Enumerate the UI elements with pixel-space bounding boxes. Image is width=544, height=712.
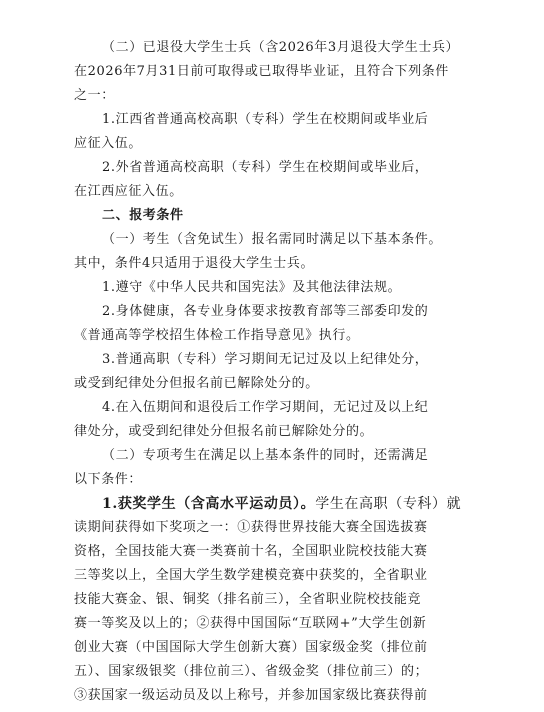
paragraph-line: 读期间获得如下奖项之一：①获得世界技能大赛全国选拔赛 bbox=[74, 520, 428, 535]
paragraph-line: 其中，条件4只适用于退役大学生士兵。 bbox=[74, 256, 315, 271]
paragraph-line: （二）已退役大学生士兵（含2026年3月退役大学生士兵） bbox=[102, 40, 460, 55]
paragraph-line: 1.遵守《中华人民共和国宪法》及其他法律法规。 bbox=[102, 280, 402, 295]
paragraph-line: 1.江西省普通高校高职（专科）学生在校期间或毕业后 bbox=[102, 112, 429, 127]
paragraph-line: 2.身体健康，各专业身体要求按教育部等三部委印发的 bbox=[102, 304, 429, 319]
paragraph-line: （一）考生（含免试生）报名需同时满足以下基本条件。 bbox=[102, 232, 443, 247]
paragraph-line: 在江西应征入伍。 bbox=[74, 184, 183, 199]
paragraph-line: 技能大赛金、银、铜奖（排名前三），全省职业院校技能竞 bbox=[74, 592, 422, 607]
paragraph-line: 之一： bbox=[74, 88, 115, 103]
paragraph-line: 五）、国家级银奖（排位前三）、省级金奖（排位前三）的； bbox=[74, 664, 429, 679]
paragraph-line: 在2026年7月31日前可取得或已取得毕业证，且符合下列条件 bbox=[74, 64, 449, 79]
paragraph-line: 资格，全国技能大赛一类赛前十名，全国职业院校技能大赛 bbox=[74, 544, 428, 559]
paragraph-line: 三等奖以上，全国大学生数学建模竞赛中获奖的，全省职业 bbox=[74, 568, 428, 583]
paragraph-line: 《普通高等学校招生体检工作指导意见》执行。 bbox=[74, 328, 360, 343]
paragraph-line: 以下条件： bbox=[74, 472, 143, 487]
paragraph-line: 创业大赛（中国国际大学生创新大赛）国家级金奖（排位前 bbox=[74, 640, 428, 655]
paragraph-line: 应征入伍。 bbox=[74, 136, 143, 151]
paragraph-line: 赛一等奖及以上的；②获得中国国际“互联网+”大学生创新 bbox=[74, 616, 427, 631]
paragraph-line: 2.外省普通高校高职（专科）学生在校期间或毕业后， bbox=[102, 160, 429, 175]
section-heading: 二、报考条件 bbox=[102, 208, 184, 223]
paragraph-text: 学生在高职（专科）就 bbox=[315, 496, 462, 512]
paragraph-line: 或受到纪律处分但报名前已解除处分的。 bbox=[74, 376, 319, 391]
paragraph-line: ③获国家一级运动员及以上称号，并参加国家级比赛获得前 bbox=[74, 688, 428, 703]
paragraph-line: 律处分，或受到纪律处分但报名前已解除处分的。 bbox=[74, 424, 374, 439]
paragraph-line: 3.普通高职（专科）学习期间无记过及以上纪律处分， bbox=[102, 352, 429, 367]
paragraph-line bbox=[0, 494, 544, 514]
paragraph-line: （二）专项考生在满足以上基本条件的同时，还需满足 bbox=[102, 448, 429, 463]
subsection-heading: 1.获奖学生（含高水平运动员）。 bbox=[102, 496, 316, 512]
paragraph-line: 4.在入伍期间和退役后工作学习期间，无记过及以上纪 bbox=[102, 400, 429, 415]
